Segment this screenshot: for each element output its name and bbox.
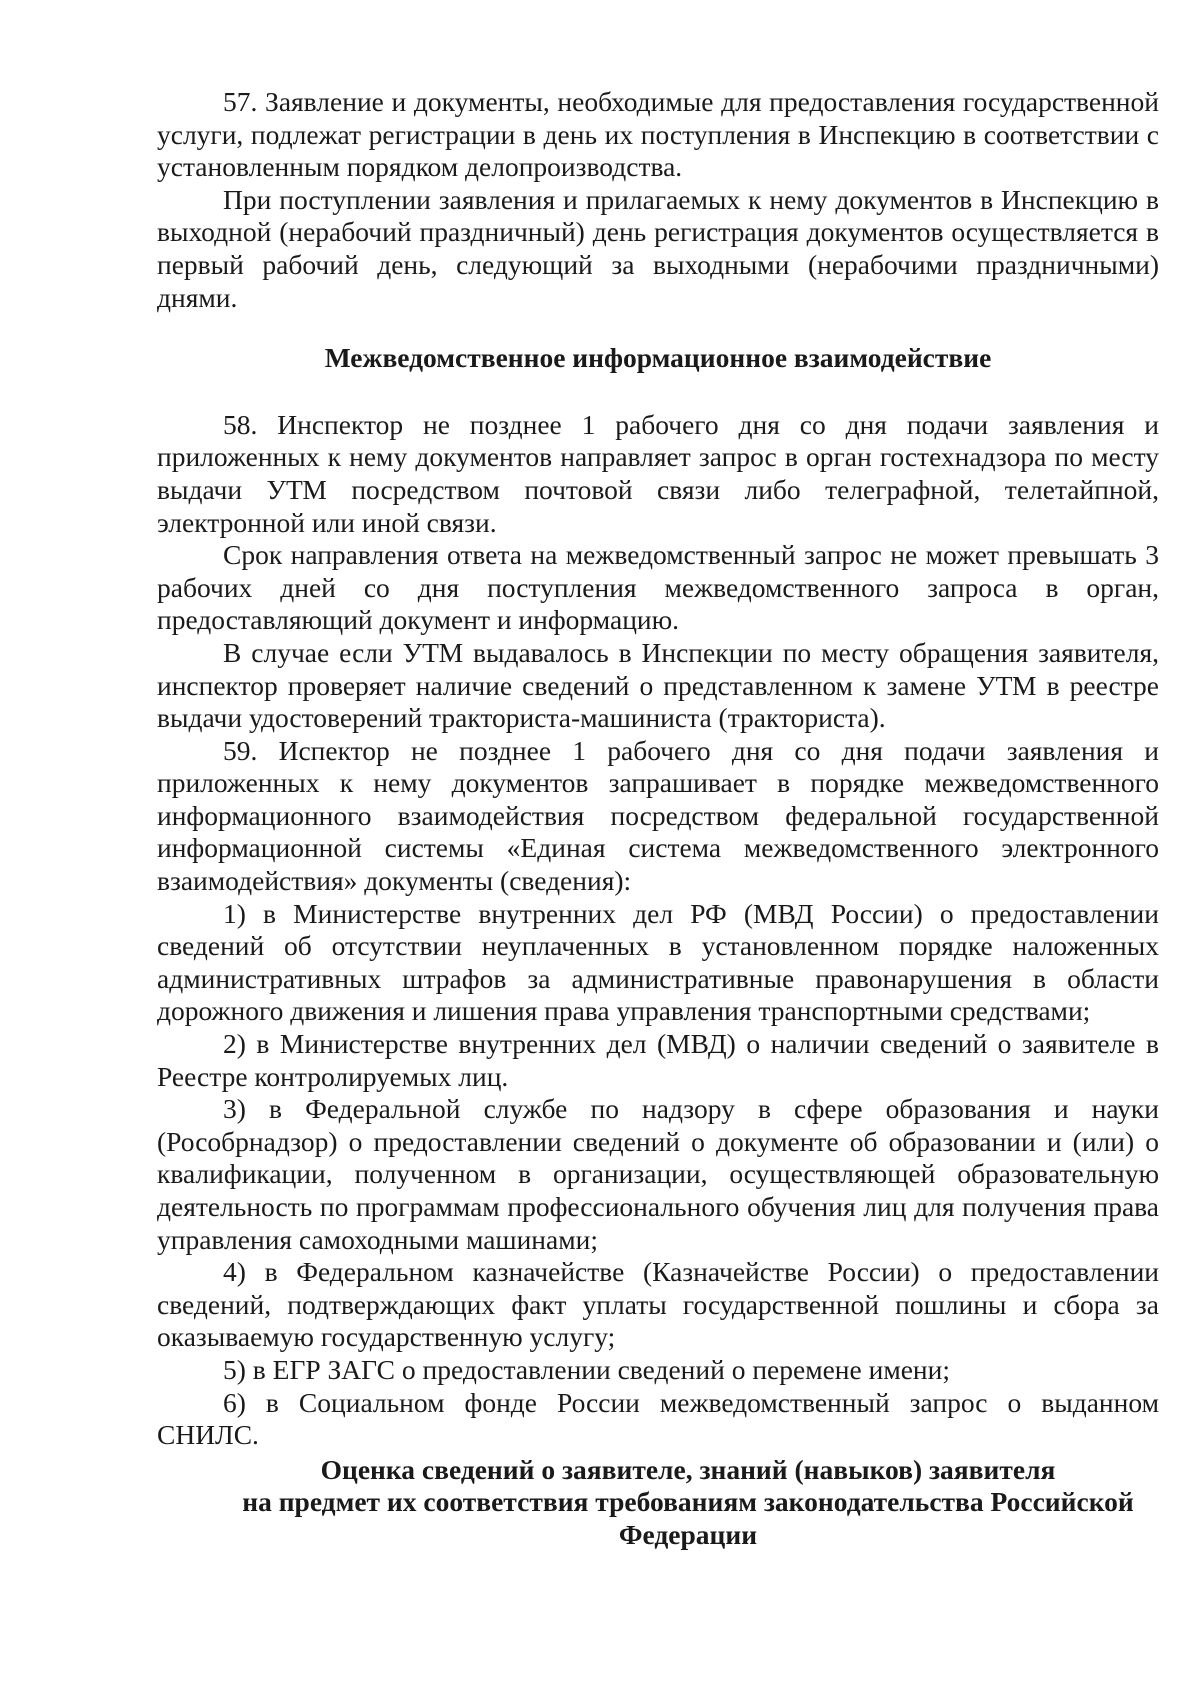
section-heading-assessment-line-1: Оценка сведений о заявителе, знаний (навыков) заявителя [320,1453,1056,1485]
list-item-3: 3) в Федеральной службе по надзору в сфере образования и науки (Рособрнадзор) о предоставлении сведений о документе об образовании и (или) о квалификации, полученном в организации, осуществляющей образовательную деятельность по программам профессионального обучения лиц для получения права управления самоходными машинами; [157,1093,1159,1255]
section-heading-assessment [157,1454,1159,1552]
list-item-4: 4) в Федеральном казначействе (Казначействе России) о предоставлении сведений, подтверждающих факт уплаты государственной пошлины и сбора за оказываемую государственную услугу; [157,1256,1159,1353]
paragraph-57: 57. Заявление и документы, необходимые для предоставления государственной услуги, подлежат регистрации в день их поступления в Инспекцию в соответствии с установленным порядком делопроизводства. [157,86,1159,183]
paragraph-57-weekend: При поступлении заявления и прилагаемых к нему документов в Инспекцию в выходной (нерабочий праздничный) день регистрация документов осуществляется в первый рабочий день, следующий за выходными (нерабочими праздничными) днями. [157,183,1159,313]
list-item-5: 5) в ЕГР ЗАГС о предоставлении сведений о перемене имени; [223,1353,951,1385]
list-item-6: 6) в Социальном фонде России межведомственный запрос о выданном СНИЛС. [157,1386,1159,1451]
paragraph-58: 58. Инспектор не позднее 1 рабочего дня со дня подачи заявления и приложенных к нему документов направляет запрос в орган гостехнадзора по месту выдачи УТМ посредством почтовой связи либо телеграфной, телетайпной, электронной или иной связи. [157,408,1159,538]
paragraph-58-registry: В случае если УТМ выдавалось в Инспекции по месту обращения заявителя, инспектор проверяет наличие сведений о представленном к замене УТМ в реестре выдачи удостоверений тракториста-машиниста (тракториста). [157,636,1159,734]
section-heading-assessment-line-3: Федерации [618,1518,758,1550]
paragraph-59: 59. Испектор не позднее 1 рабочего дня со дня подачи заявления и приложенных к нему документов запрашивает в порядке межведомственного информационного взаимодействия посредством федеральной государственной информационной системы «Единая система межведомственного электронного взаимодействия» документы (сведения): [157,734,1159,897]
section-heading-assessment-line-2: на предмет их соответствия требованиям законодательства Российской [242,1486,1134,1518]
list-item-2: 2) в Министерстве внутренних дел (МВД) о наличии сведений о заявителе в Реестре контролируемых лиц. [157,1028,1159,1092]
paragraph-58-deadline: Срок направления ответа на межведомственный запрос не может превышать 3 рабочих дней со дня поступления межведомственного запроса в орган, предоставляющий документ и информацию. [157,539,1159,636]
list-item-1: 1) в Министерстве внутренних дел РФ (МВД России) о предоставлении сведений об отсутствии неуплаченных в установленном порядке наложенных административных штрафов за административные правонарушения в области дорожного движения и лишения права управления транспортными средствами; [157,897,1159,1027]
section-heading-interagency: Межведомственное информационное взаимодействие [324,342,992,374]
document-body [157,86,1159,1552]
